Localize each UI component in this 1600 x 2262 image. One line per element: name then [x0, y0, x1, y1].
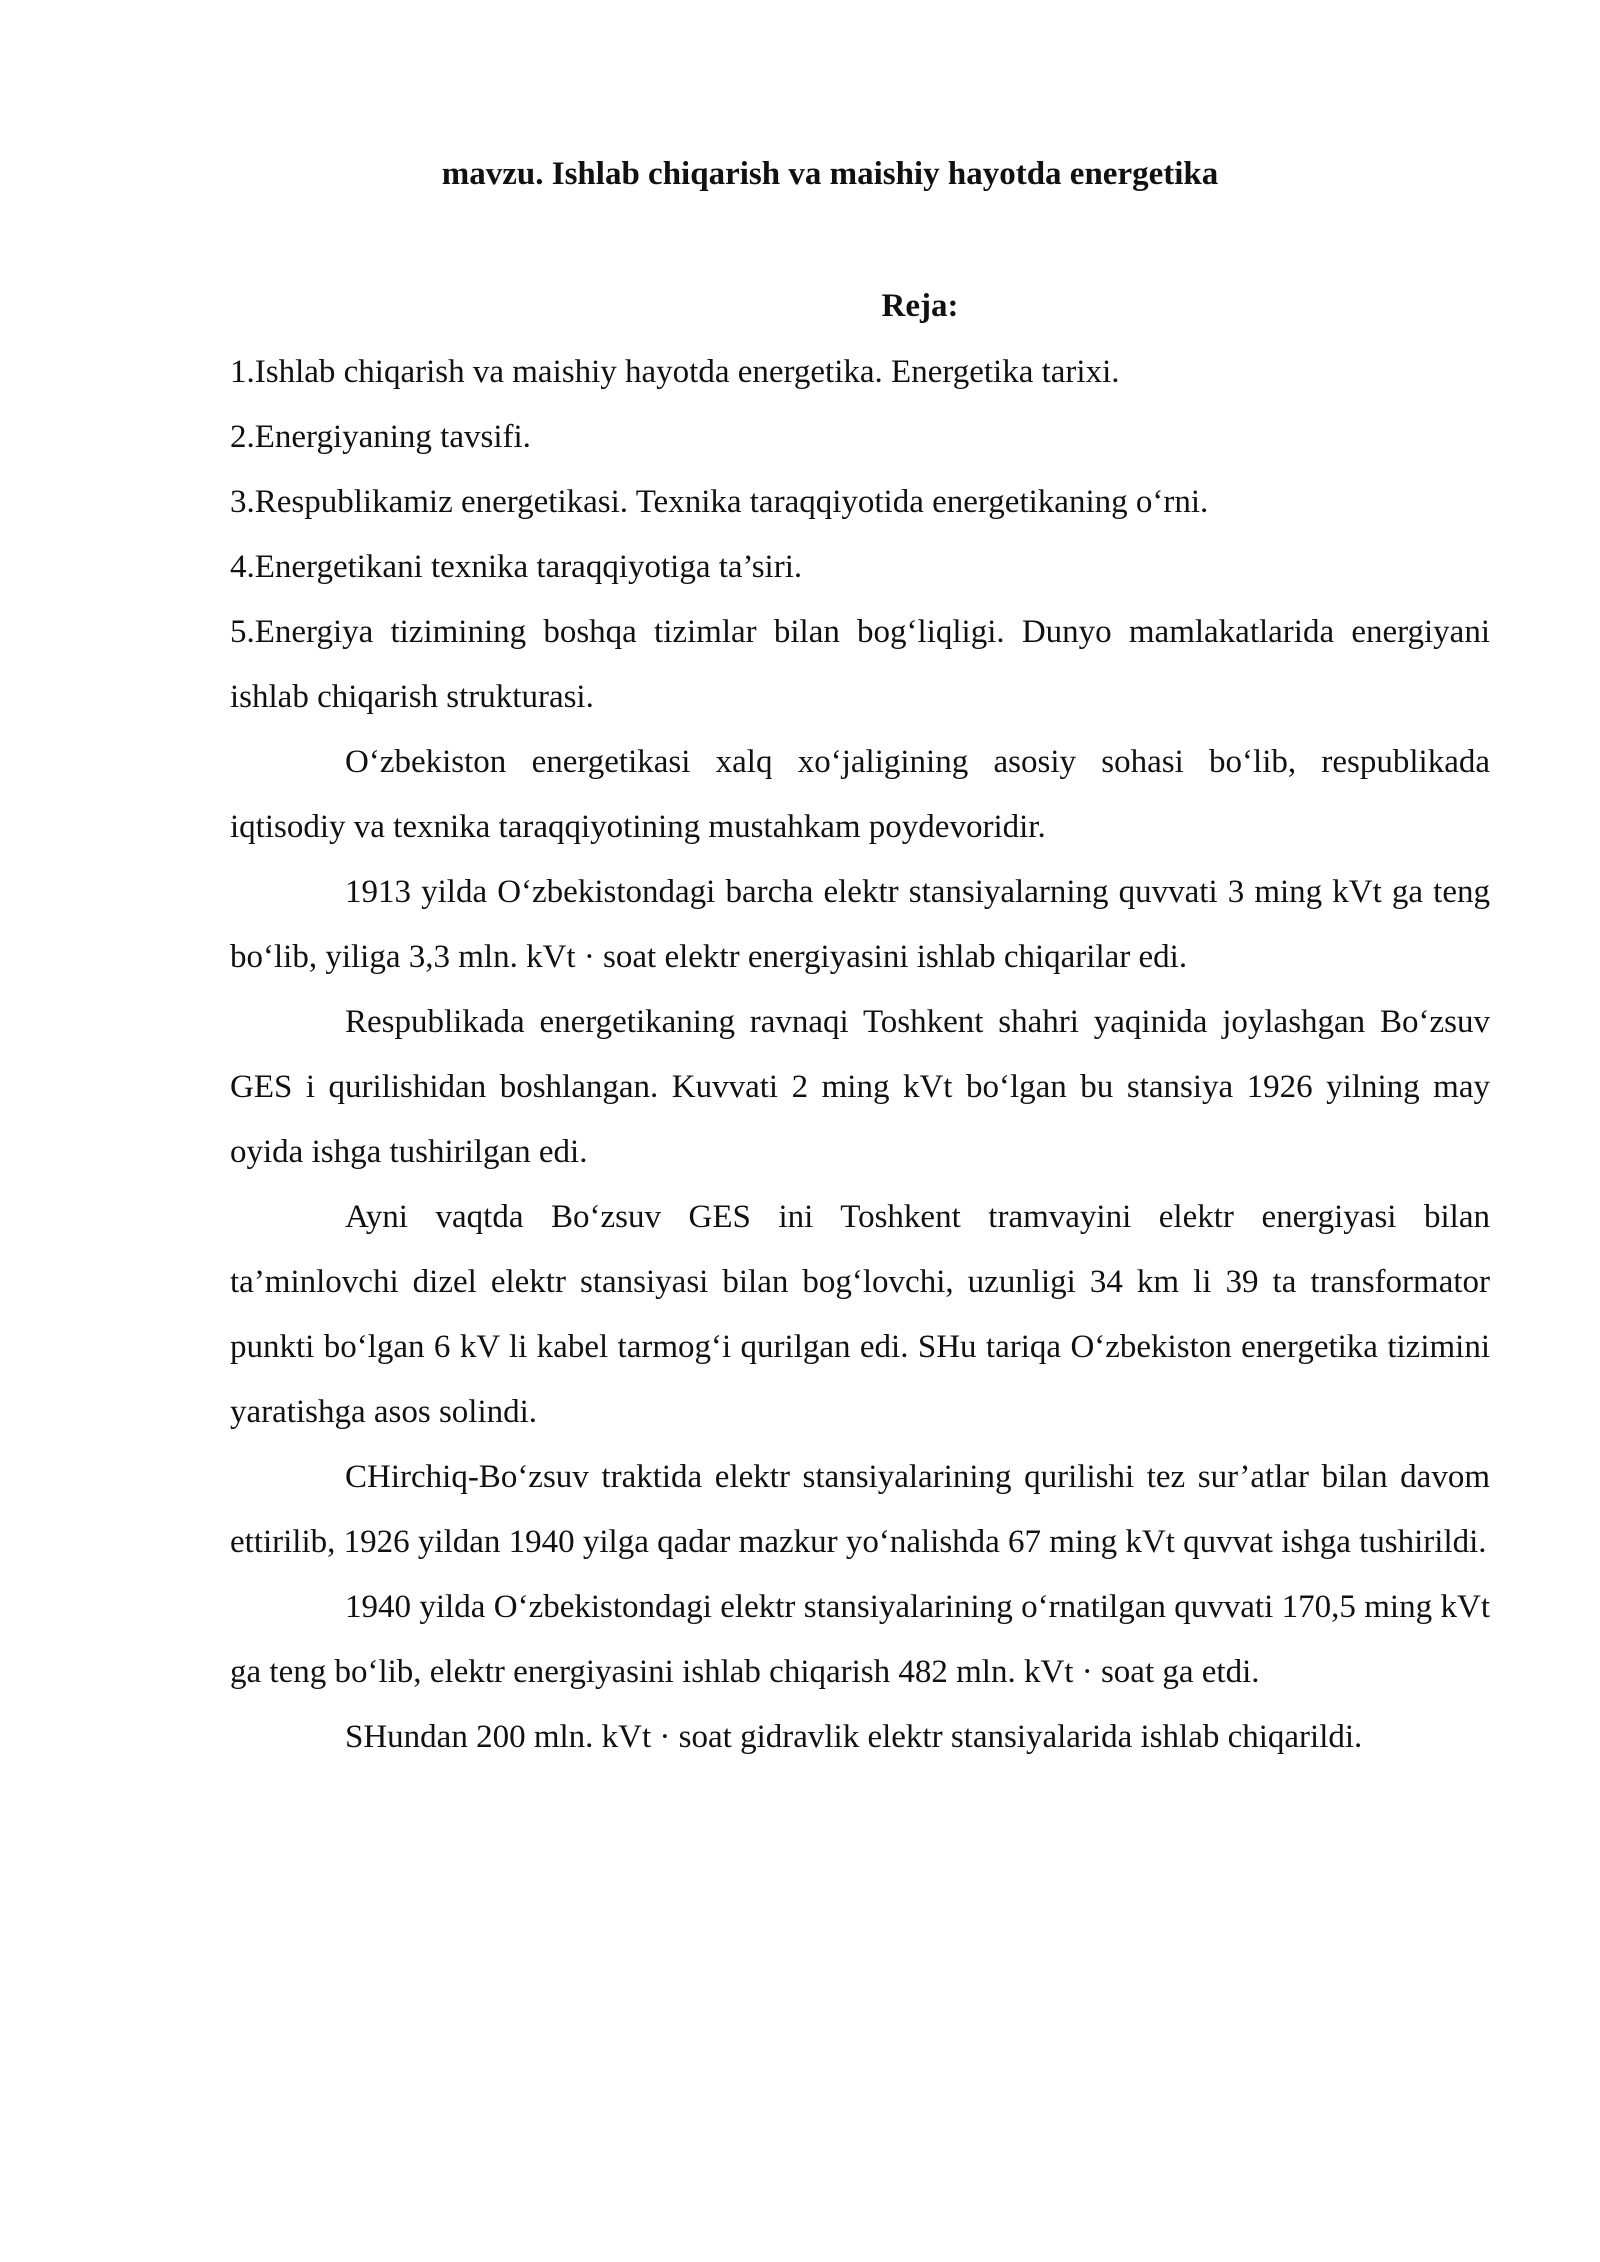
plan-item-3: 3.Respublikamiz energetikasi. Texnika taraqqiyotida energetikaning o‘rni. — [230, 484, 1209, 520]
plan-item-2: 2.Energiyaning tavsifi. — [230, 419, 531, 455]
paragraph-2: 1913 yilda O‘zbekistondagi barcha elektr stansiyalarning quvvati 3 ming kVt ga teng bo‘lib, yiliga 3,3 mln. kVt · soat elektr energiyasini ishlab chiqarilar edi. — [230, 874, 1490, 975]
plan-heading: Reja: — [881, 288, 959, 324]
paragraph-7: SHundan 200 mln. kVt · soat gidravlik elektr stansiyalarida ishlab chiqarildi. — [345, 1719, 1363, 1755]
paragraph-1: O‘zbekiston energetikasi xalq xo‘jaligining asosiy sohasi bo‘lib, respublikada iqtisodiy va texnika taraqqiyotining mustahkam poydevoridir. — [230, 744, 1490, 845]
plan-item-4: 4.Energetikani texnika taraqqiyotiga ta’siri. — [230, 549, 803, 585]
paragraph-6: 1940 yilda O‘zbekistondagi elektr stansiyalarining o‘rnatilgan quvvati 170,5 ming kVt ga teng bo‘lib, elektr energiyasini ishlab chiqarish 482 mln. kVt · soat ga etdi. — [230, 1589, 1490, 1690]
paragraph-5: CHirchiq-Bo‘zsuv traktida elektr stansiyalarining qurilishi tez sur’atlar bilan davom ettirilib, 1926 yildan 1940 yilga qadar mazkur yo‘nalishda 67 ming kVt quvvat ishga tushirildi. — [230, 1459, 1490, 1560]
paragraph-4: Ayni vaqtda Bo‘zsuv GES ini Toshkent tramvayini elektr energiyasi bilan ta’minlovchi dizel elektr stansiyasi bilan bog‘lovchi, uzunligi 34 km li 39 ta transformator punkti bo‘lgan 6 kV li kabel tarmog‘i qurilgan edi. SHu tariqa O‘zbekiston energetika tizimini yaratishga asos solindi. — [230, 1199, 1490, 1430]
plan-item-1: 1.Ishlab chiqarish va maishiy hayotda energetika. Energetika tarixi. — [230, 354, 1120, 390]
paragraph-3: Respublikada energetikaning ravnaqi Toshkent shahri yaqinida joylashgan Bo‘zsuv GES i qurilishidan boshlangan. Kuvvati 2 ming kVt bo‘lgan bu stansiya 1926 yilning may oyida ishga tushirilgan edi. — [230, 1004, 1490, 1170]
document-body — [230, 340, 1490, 1770]
plan-item-5: 5.Energiya tizimining boshqa tizimlar bilan bog‘liqligi. Dunyo mamlakatlarida energiyani ishlab chiqarish strukturasi. — [230, 614, 1490, 715]
page-title: mavzu. Ishlab chiqarish va maishiy hayotda energetika — [441, 156, 1219, 192]
